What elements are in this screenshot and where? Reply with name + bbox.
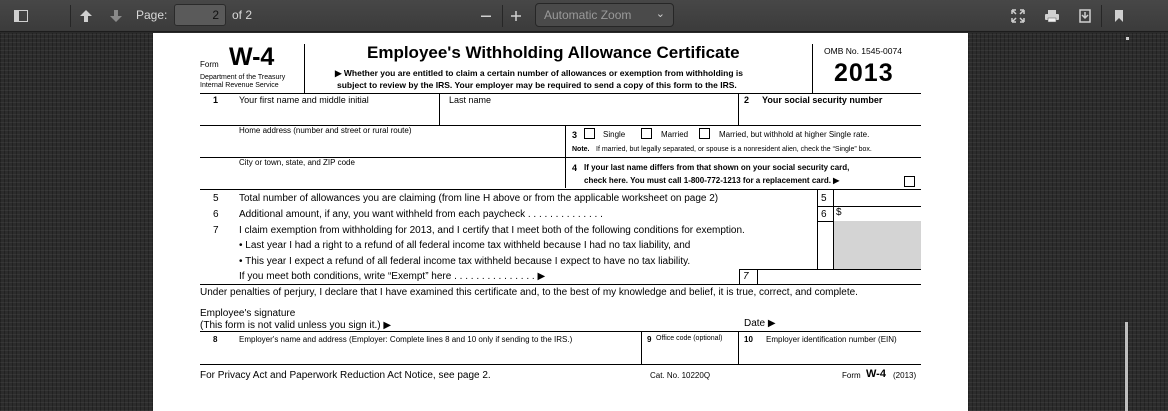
- zoom-out-icon[interactable]: [476, 5, 496, 27]
- vertical-scrollbar[interactable]: [1125, 322, 1128, 411]
- toolbar-separator: [70, 5, 71, 27]
- catalog-number: Cat. No. 10220Q: [650, 371, 711, 380]
- divider: [812, 44, 813, 94]
- zoom-select-value: Automatic Zoom: [544, 8, 632, 22]
- footer-form-number: W-4: [866, 368, 886, 380]
- footer-form-word: Form: [842, 371, 861, 380]
- divider: [439, 94, 440, 126]
- office-code-label: Office code (optional): [656, 335, 723, 342]
- zoom-select[interactable]: [535, 3, 674, 27]
- form-word: Form: [200, 60, 219, 69]
- divider: [739, 269, 921, 270]
- irs-name: Internal Revenue Service: [200, 82, 279, 89]
- zoom-in-icon[interactable]: [506, 5, 526, 27]
- line5-text: Total number of allowances you are claiming (from line H above or from the applicable worksheet on page 2): [239, 193, 719, 204]
- city-label: City or town, state, and ZIP code: [239, 158, 355, 167]
- name-differs-checkbox[interactable]: [904, 176, 915, 187]
- divider: [200, 189, 921, 190]
- form-subtitle: ▶ Whether you are entitled to claim a certain number of allowances or exemption from withholding is: [335, 68, 743, 78]
- divider: [739, 269, 740, 284]
- line-number: 2: [744, 95, 750, 105]
- single-checkbox[interactable]: [584, 128, 595, 139]
- divider: [738, 94, 739, 126]
- divider: [200, 331, 921, 332]
- divider: [200, 364, 921, 365]
- form-subtitle: subject to review by the IRS. Your employer may be required to send a copy of this form to the IRS.: [337, 80, 737, 90]
- line-number: 1: [213, 95, 219, 105]
- scroll-indicator: [1126, 37, 1129, 40]
- shaded-area: [834, 221, 921, 270]
- married-checkbox[interactable]: [641, 128, 652, 139]
- print-icon[interactable]: [1041, 5, 1063, 27]
- line-number: 7: [213, 225, 219, 236]
- line-number: 4: [572, 163, 578, 173]
- divider: [738, 332, 739, 365]
- divider: [200, 93, 921, 94]
- home-address-label: Home address (number and street or rural route): [239, 126, 412, 135]
- line-number: 6: [213, 209, 219, 220]
- line-number: 5: [213, 193, 219, 204]
- page-number-input[interactable]: [174, 4, 226, 26]
- last-name-label: Last name: [449, 95, 492, 105]
- married-higher-rate-label: Married, but withhold at higher Single rate.: [719, 130, 870, 139]
- line5-box-label: 5: [821, 193, 827, 204]
- toolbar-separator: [502, 5, 503, 27]
- page-count: of 2: [232, 8, 253, 22]
- sidebar-toggle-icon[interactable]: [10, 5, 32, 27]
- line6-box-label: 6: [821, 209, 827, 220]
- divider: [200, 284, 921, 285]
- previous-page-icon[interactable]: [76, 5, 96, 27]
- page-label: Page:: [136, 8, 168, 22]
- form-year: 2013: [834, 59, 894, 87]
- line-number: 3: [572, 130, 578, 140]
- employer-name-label: Employer's name and address (Employer: Complete lines 8 and 10 only if sending to the IRS.): [239, 335, 573, 344]
- single-label: Single: [603, 130, 626, 139]
- pdf-page: [153, 33, 968, 411]
- note-text: If married, but legally separated, or spouse is a nonresident alien, check the “Single” box.: [596, 146, 872, 153]
- line-number: 8: [213, 335, 218, 344]
- note-label: Note.: [572, 146, 590, 153]
- bookmark-icon[interactable]: [1109, 5, 1129, 27]
- divider: [757, 269, 758, 284]
- omb-number: OMB No. 1545-0074: [824, 46, 902, 56]
- married-higher-rate-checkbox[interactable]: [699, 128, 710, 139]
- line4-text: check here. You must call 1-800-772-1213 for a replacement card. ▶: [584, 176, 840, 185]
- chevron-down-icon: ⌄: [655, 8, 665, 20]
- ein-label: Employer identification number (EIN): [766, 335, 897, 344]
- divider: [817, 206, 921, 207]
- line7-bullet: • This year I expect a refund of all federal income tax withheld because I expect to have no tax liability.: [239, 256, 691, 267]
- form-number: W-4: [229, 43, 275, 71]
- pdf-toolbar: [0, 0, 1168, 32]
- line-number: 10: [744, 335, 753, 344]
- line4-text: If your last name differs from that shown on your social security card,: [584, 163, 850, 172]
- line7-box-label: 7: [743, 271, 749, 282]
- line7-exempt-text: If you meet both conditions, write “Exempt” here . . . . . . . . . . . . . . . ▶: [239, 271, 546, 282]
- next-page-icon[interactable]: [106, 5, 126, 27]
- department-name: Department of the Treasury: [200, 74, 286, 81]
- line-number: 9: [647, 335, 652, 344]
- perjury-statement: Under penalties of perjury, I declare that I have examined this certificate and, to the best of my knowledge and belief, it is true, correct, and complete.: [200, 287, 858, 298]
- line6-text: Additional amount, if any, you want withheld from each paycheck . . . . . . . . . . . . . .: [239, 209, 603, 220]
- line7-text: I claim exemption from withholding for 2013, and I certify that I meet both of the following conditions for exemption.: [239, 225, 745, 236]
- signature-label: Employee's signature: [200, 308, 296, 319]
- dollar-sign: $: [836, 207, 842, 218]
- divider: [304, 44, 305, 94]
- toolbar-separator: [1101, 5, 1102, 27]
- presentation-mode-icon[interactable]: [1008, 5, 1028, 27]
- divider: [817, 190, 818, 270]
- ssn-label: Your social security number: [762, 95, 883, 105]
- divider: [641, 332, 642, 365]
- line7-bullet: • Last year I had a right to a refund of all federal income tax withheld because I had no tax liability, and: [239, 240, 691, 251]
- footer-year: (2013): [893, 371, 917, 380]
- date-label: Date ▶: [744, 318, 776, 329]
- form-title: Employee's Withholding Allowance Certificate: [367, 43, 740, 62]
- first-name-label: Your first name and middle initial: [239, 95, 369, 105]
- footer-notice: For Privacy Act and Paperwork Reduction Act Notice, see page 2.: [200, 370, 491, 381]
- signature-note: (This form is not valid unless you sign it.) ▶: [200, 320, 392, 331]
- married-label: Married: [661, 130, 689, 139]
- download-icon[interactable]: [1075, 5, 1095, 27]
